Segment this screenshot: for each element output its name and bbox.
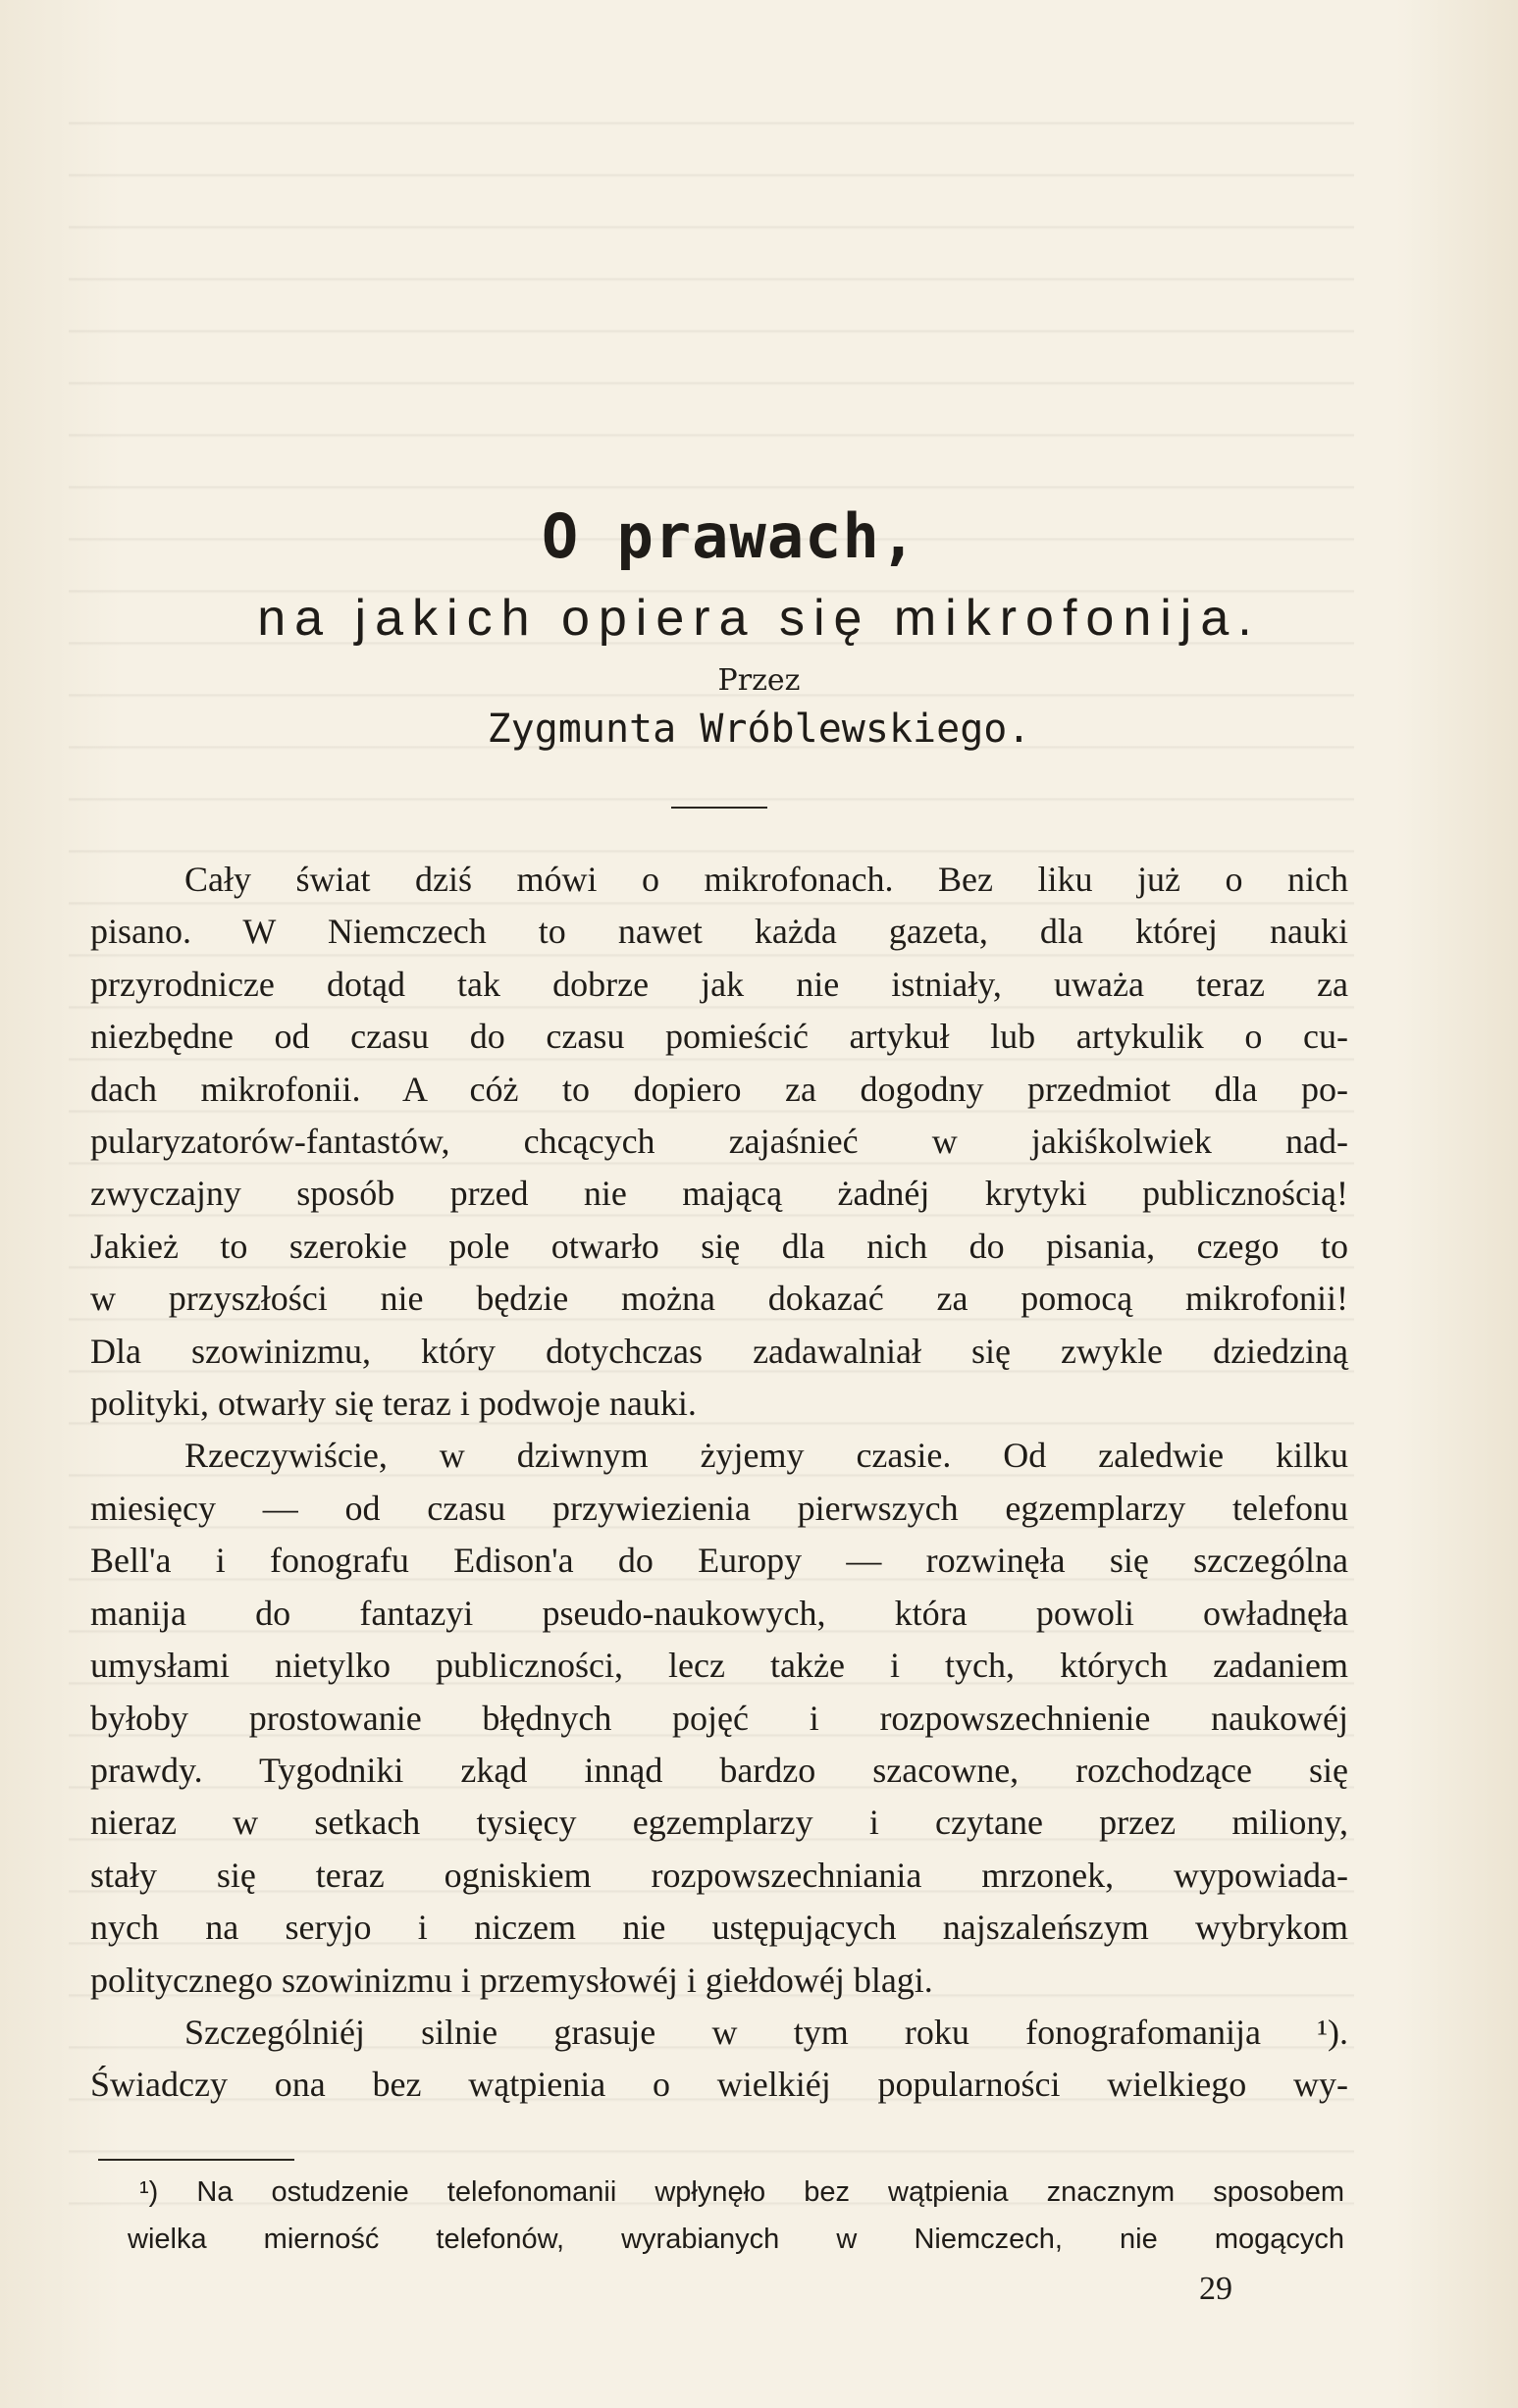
author-name: Zygmunta Wróblewskiego. — [487, 707, 1031, 752]
body-line: byłoby prostowanie błędnych pojęć i rozpowszechnienie naukowéj — [90, 1698, 1348, 1738]
body-line: Rzeczywiście, w dziwnym żyjemy czasie. Od zaledwie kilku — [184, 1436, 1348, 1476]
body-line: stały się teraz ogniskiem rozpowszechniania mrzonek, wypowiada- — [90, 1855, 1348, 1895]
body-line: pisano. W Niemczech to nawet każda gazeta, dla której nauki — [90, 912, 1348, 952]
body-line: zwyczajny sposób przed nie mającą żadnéj krytyki publicznością! — [90, 1174, 1348, 1214]
body-line: Bell'a i fonografu Edison'a do Europy — rozwinęła się szczególna — [90, 1541, 1348, 1581]
footnote-line: ¹) Na ostudzenie telefonomanii wpłynęło bez wątpienia znacznym sposobem — [139, 2176, 1344, 2208]
body-line: nieraz w setkach tysięcy egzemplarzy i czytane przez miliony, — [90, 1803, 1348, 1843]
body-line: w przyszłości nie będzie można dokazać za pomocą mikrofonii! — [90, 1279, 1348, 1319]
body-line: polityki, otwarły się teraz i podwoje nauki. — [90, 1384, 697, 1424]
body-line: Świadczy ona bez wątpienia o wielkiéj popularności wielkiego wy- — [90, 2065, 1348, 2105]
page-number: 29 — [1199, 2271, 1232, 2307]
article-title: O prawach, — [541, 500, 918, 572]
body-line: przyrodnicze dotąd tak dobrze jak nie istniały, uważa teraz za — [90, 964, 1348, 1004]
body-line: manija do fantazyi pseudo-naukowych, która powoli owładnęła — [90, 1593, 1348, 1633]
body-line: nych na seryjo i niczem nie ustępujących najszaleńszym wybrykom — [90, 1908, 1348, 1948]
body-line: niezbędne od czasu do czasu pomieścić artykuł lub artykulik o cu- — [90, 1017, 1348, 1057]
body-line: Dla szowinizmu, który dotychczas zadawalniał się zwykle dziedziną — [90, 1331, 1348, 1371]
byline-label: Przez — [717, 663, 801, 698]
body-line: politycznego szowinizmu i przemysłowéj i giełdowéj blagi. — [90, 1960, 933, 2000]
body-line: Szczególniéj silnie grasuje w tym roku fonografomanija ¹). — [184, 2012, 1348, 2052]
footnote-line: wielka mierność telefonów, wyrabianych w Niemczech, nie mogących — [128, 2224, 1344, 2255]
body-line: Cały świat dziś mówi o mikrofonach. Bez liku już o nich — [184, 860, 1348, 899]
footnote — [128, 2169, 1344, 2263]
footnote-divider — [98, 2159, 294, 2161]
title-divider — [671, 807, 767, 809]
body-text — [90, 854, 1348, 2112]
body-line: dach mikrofonii. A cóż to dopiero za dogodny przedmiot dla po- — [90, 1069, 1348, 1109]
body-line: umysłami nietylko publiczności, lecz także i tych, których zadaniem — [90, 1646, 1348, 1686]
body-line: Jakież to szerokie pole otwarło się dla nich do pisania, czego to — [90, 1226, 1348, 1266]
body-line: prawdy. Tygodniki zkąd innąd bardzo szacowne, rozchodzące się — [90, 1750, 1348, 1790]
body-line: pularyzatorów-fantastów, chcących zajaśnieć w jakiśkolwiek nad- — [90, 1122, 1348, 1162]
article-subtitle: na jakich opiera się mikrofonija. — [257, 590, 1261, 647]
body-line: miesięcy — od czasu przywiezienia pierwszych egzemplarzy telefonu — [90, 1488, 1348, 1528]
